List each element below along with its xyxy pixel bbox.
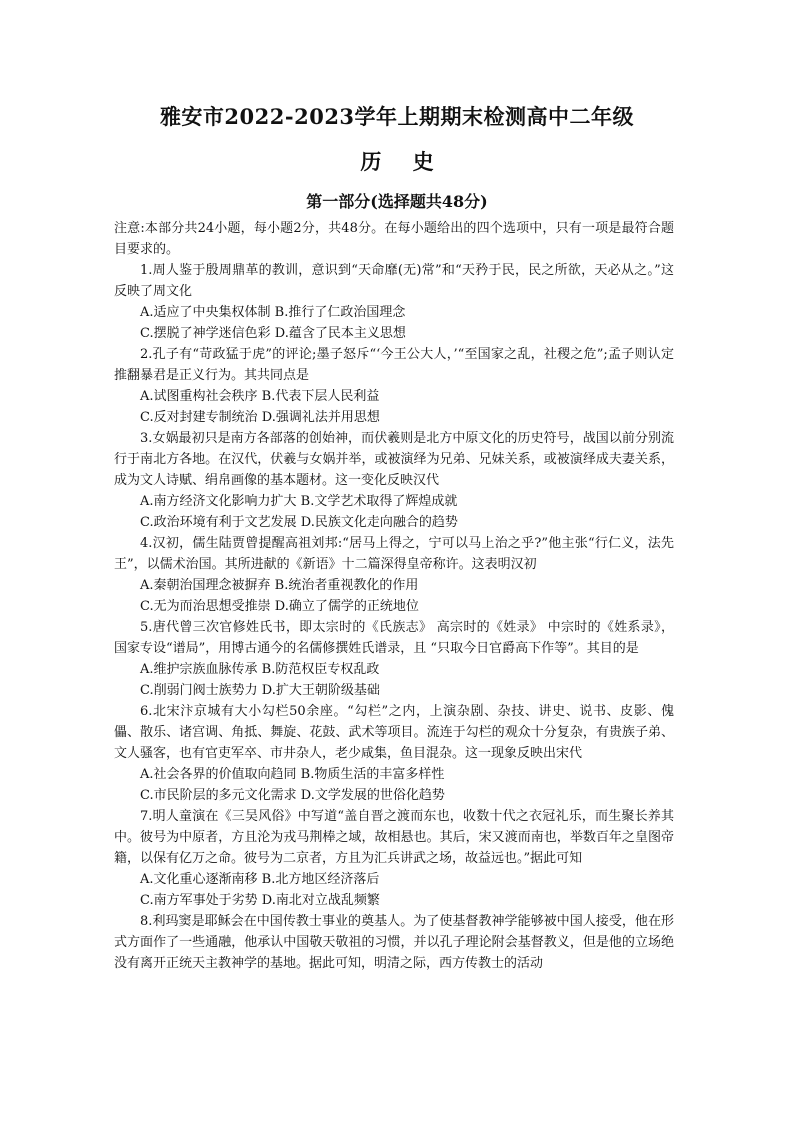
question-8 [114,911,674,974]
question-stem: 4.汉初，儒生陆贾曾提醒高祖刘邦:“居马上得之，宁可以马上治之乎?”他主张“行仁义，法先王”，以儒术治国。其所进献的《新语》十二篇深得皇帝称许。这表明汉初 [114,536,674,572]
question-stem: 3.女娲最初只是南方各部落的创始神，而伏羲则是北方中原文化的历史符号，战国以前分别流行于南北方各地。在汉代，伏羲与女娲并举，或被演绎为兄弟、兄妹关系，或被演绎成夫妻关系，成为文人诗赋、绢帛画像的基本题材。这一变化反映汉代 [114,431,674,488]
exam-content [114,218,674,974]
question-3 [114,428,674,533]
question-6 [114,701,674,806]
question-stem: 7.明人童演在《三吴风俗》中写道“盖自晋之渡而东也，收数十代之衣冠礼乐，而生聚长养其中。彼号为中原者，方且沦为戎马荆棒之域，故相悬也。其后，宋又渡而南也，举数百年之皇图帝籍，以保有亿万之命。彼号为二京者，方且为汇兵讲武之场，故益远也。”据此可知 [114,809,674,866]
option-line: C.市民阶层的多元文化需求 D.文学发展的世俗化趋势 [140,788,445,803]
question-7 [114,806,674,911]
option-line: A.文化重心逐渐南移 B.北方地区经济落后 [140,872,380,887]
question-stem: 1.周人鉴于殷周鼎革的教训，意识到“天命靡(无)常”和“天矜于民，民之所欲，天必从之。”这反映了周文化 [114,263,674,299]
question-2 [114,344,674,428]
question-stem: 8.利玛窦是耶稣会在中国传教士事业的奠基人。为了使基督教神学能够被中国人接受，他在形式方面作了一些通融，他承认中国敬天敬祖的习惯，并以孔子理论附会基督教义，但是他的立场绝没有离开正统天主教神学的基地。据此可知，明清之际，西方传教士的活动 [114,914,674,971]
option-line: A.适应了中央集权体制 B.推行了仁政治国理念 [140,305,406,320]
question-stem: 2.孔子有“苛政猛于虎”的评论;墨子怒斥“‘今王公大人，’“至国家之乱，社稷之危”;孟子则认定推翻暴君是正义行为。其共同点是 [114,347,674,383]
part-heading: 第一部分(选择题共48分) [306,192,488,211]
question-stem: 6.北宋汴京城有大小勾栏50余座。“勾栏”之内，上演杂剧、杂技、讲史、说书、皮影、傀儡、散乐、诸宫调、角抵、舞旋、花鼓、武术等项目。流连于勾栏的观众十分复杂，有贵族子弟、文人骚客，也有官吏军卒、市井杂人，老少咸集，鱼目混杂。这一现象反映出宋代 [114,704,674,761]
option-line: A.社会各界的价值取向趋同 B.物质生活的丰富多样性 [140,767,445,782]
option-line: A.维护宗族血脉传承 B.防范权臣专权乱政 [140,662,380,677]
question-1 [114,260,674,344]
option-line: A.南方经济文化影响力扩大 B.文学艺术取得了辉煌成就 [140,494,458,509]
option-line: A.试图重构社会秩序 B.代表下层人民利益 [140,389,380,404]
option-line: C.反对封建专制统治 D.强调礼法并用思想 [140,410,380,425]
option-line: C.削弱门阀士族势力 D.扩大王朝阶级基础 [140,683,380,698]
option-line: C.南方军事处于劣势 D.南北对立战乱频繁 [140,893,380,908]
option-line: A.秦朝治国理念被摒弃 B.统治者重视教化的作用 [140,578,419,593]
option-line: C.摆脱了神学迷信色彩 D.蕴含了民本主义思想 [140,326,406,341]
subject-title: 历 史 [360,149,434,174]
question-5 [114,617,674,701]
exam-title: 雅安市2022-2023学年上期期末检测高中二年级 [159,104,635,129]
option-line: C.政治环境有利于文艺发展 D.民族文化走向融合的趋势 [140,515,458,530]
question-4 [114,533,674,617]
question-stem: 5.唐代曾三次官修姓氏书，即太宗时的《氏族志》 高宗时的《姓录》 中宗时的《姓系录》，国家专设“谱局”，用博古通今的名儒修撰姓氏谱录，且 “只取今日官爵高下作等”。其目的是 [114,620,674,656]
option-line: C.无为而治思想受推崇 D.确立了儒学的正统地位 [140,599,419,614]
notice-text: 注意:本部分共24小题，每小题2分，共48分。在每小题给出的四个选项中，只有一项是最符合题目要求的。 [114,221,674,257]
